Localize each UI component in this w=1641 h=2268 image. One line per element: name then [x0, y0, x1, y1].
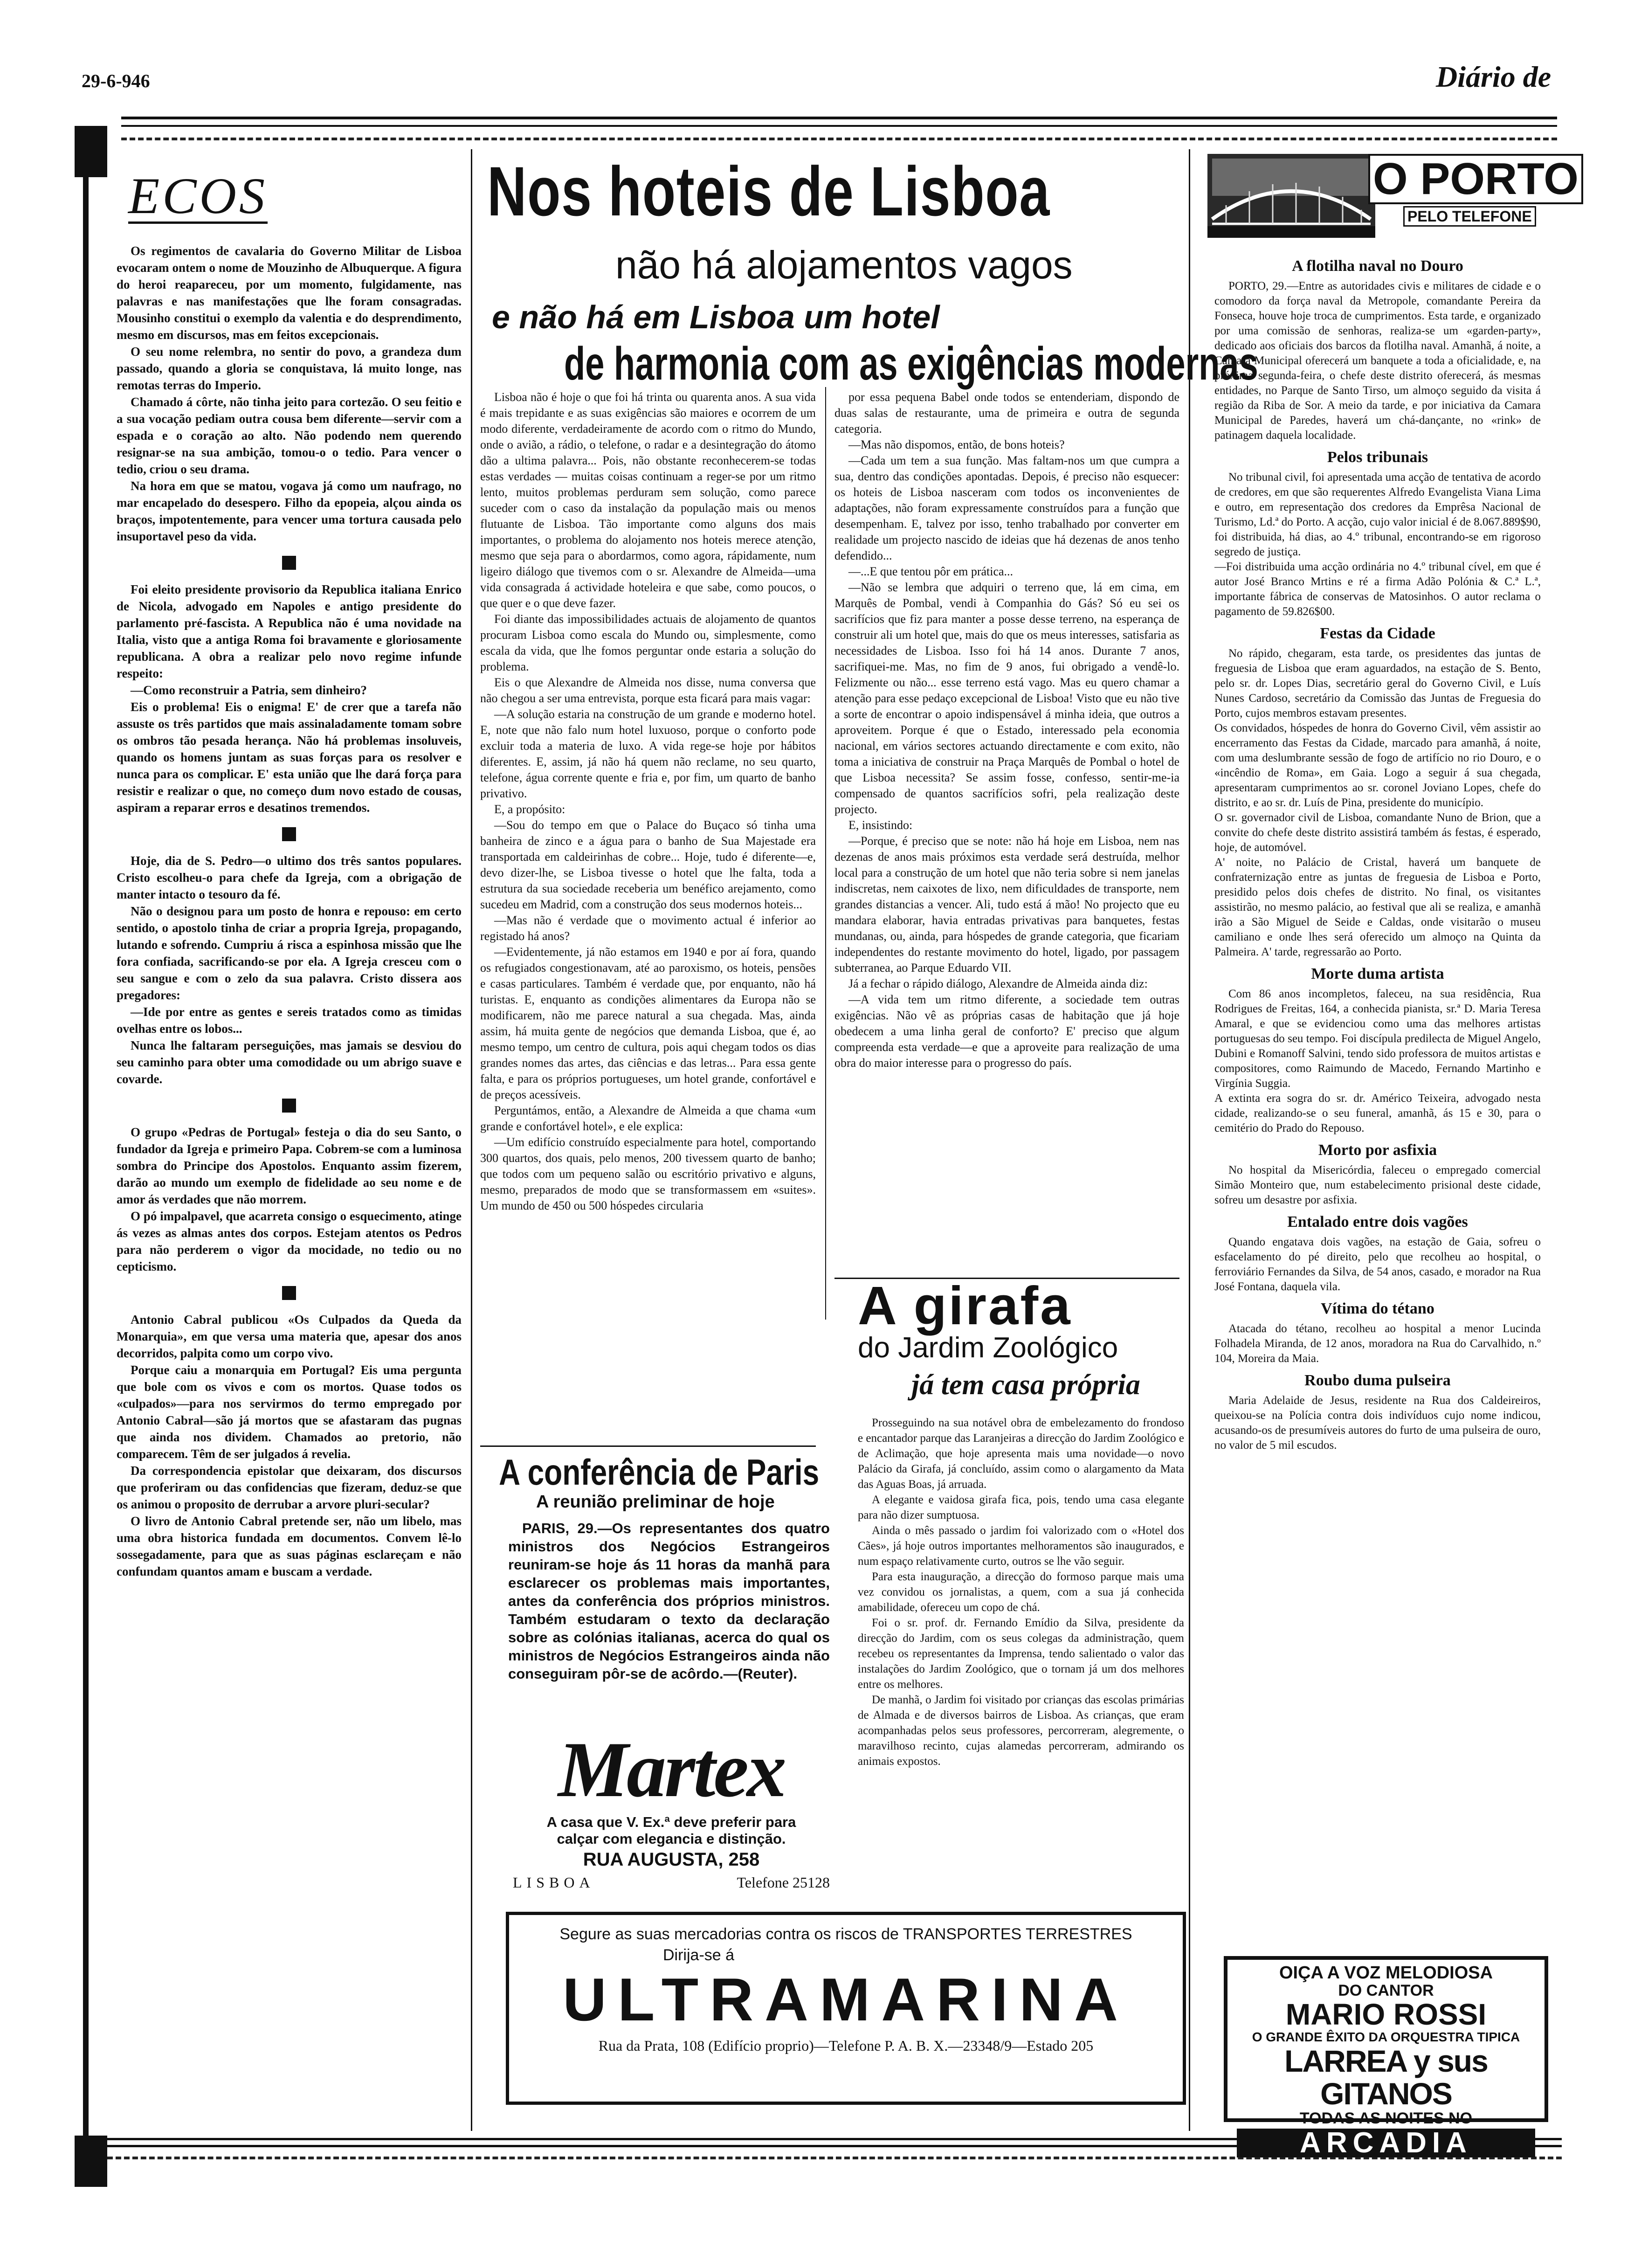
paragraph: —Cada um tem a sua função. Mas faltam-nos um que cumpra a sua, dentro das condições apontadas. Depois, é preciso não esquecer: os hoteis de Lisboa nasceram com todos os inconvenientes de adaptações, não foram expressamente construídos para a função que desempenham. E, talvez por isso, tenho trabalhado por converter em realidade um projecto nascido de ideias que há dezenas de anos tenho defendido...	[834, 454, 1179, 562]
mario-line-2: DO CANTOR	[1338, 1982, 1434, 1999]
paragraph: Não o designou para um posto de honra e repouso: em certo sentido, o apostolo tinha de criar a propria Igreja, propagando, lutando e sofrendo. Cumpriu á risca a espinhosa missão que lhe fora confiada, sacrificando-se por ela. A Igreja cresceu com o seu sangue e com o zelo da sua palavra. Cristo dissera aos pregadores:	[117, 904, 462, 1002]
paragraph: Da correspondencia epistolar que deixaram, dos discursos que proferiram ou das confidencias que fizeram, deduz-se que os animou o proposito de derrubar a arvore pluri-secular?	[117, 1464, 462, 1511]
martex-logo: Martex	[558, 1726, 785, 1813]
paragraph: O grupo «Pedras de Portugal» festeja o dia do seu Santo, o fundador da Igreja e primeiro Papa. Cobrem-se com a luminosa sombra do Principe dos Apostolos. Enquanto assim fizerem, darão ao mundo um exemplo de fidelidade ao seu nome e de amor ás verdades que não morrem.	[117, 1125, 462, 1206]
porto-item-body: Com 86 anos incompletos, faleceu, na sua residência, Rua Rodrigues de Freitas, 164, a conhecida pianista, sr.ª D. Maria Teresa Amaral, e que se evidenciou como uma das melhores artistas portuguesas do seu tempo. Foi discípula predilecta de Miguel Angelo, Dubini e Romanoff Salvini, tendo sido professora de muitos artistas e compositores, como Raimundo de Macedo, Fernando Martinho e Virgínia Suggia. A extinta era sogra do sr. dr. Américo Teixeira, advogado nesta cidade, realizando-se o seu funeral, amanhã, ás 15 e 30, para o cemitério do Prado do Repouso.	[1214, 988, 1541, 1134]
ecos-section-5	[117, 1311, 462, 1580]
paris-subhead: A reunião preliminar de hoje	[536, 1492, 775, 1512]
porto-logo-subtitle: PELO TELEFONE	[1403, 206, 1536, 227]
hoteis-column-1	[480, 389, 816, 1443]
paragraph: —Um edifício construído especialmente para hotel, comportando 300 quartos, dos quais, pelo menos, 200 tivessem quarto de banho; que todos com um pequeno salão ou escritório privativo e alguns, mesmo, preparados de modo que se transformassem em «suites». Um mundo de 450 ou 500 hóspedes circularia	[480, 1135, 816, 1212]
column-separator-2	[1189, 149, 1190, 2131]
paragraph: De manhã, o Jardim foi visitado por crianças das escolas primárias de Almada e de diversos bairros de Lisboa. As crianças, que eram acompanhadas pelos seus professores, percorreram, alegremente, o maravilhoso recinto, cujas alamedas percorreram, admirando os animais expostos.	[858, 1694, 1184, 1768]
mario-name: MARIO ROSSI	[1285, 1998, 1487, 2031]
porto-item-title: A flotilha naval no Douro	[1292, 257, 1463, 275]
porto-item-title: Roubo duma pulseira	[1304, 1372, 1451, 1389]
paragraph: —Evidentemente, já não estamos em 1940 e por aí fora, quando os refugiados congestionavam, até ao paroxismo, os hoteis, pensões e casas particulares. Também é verdade que, por enquanto, não há turistas. E, enquanto as condições alimentares da Europa não se modificarem, não me parece natural a sua chegada. Mas, ainda assim, há muita gente de negócios que demanda Lisboa, que é, ao mesmo tempo, um centro de cultura, pois aqui chegam todos os dias grandes nomes das artes, das ciências e das letras... Para essa gente falta, e para os próprios portugueses, um hotel grande, confortável e de preços acessíveis.	[480, 945, 816, 1101]
paris-headline: A conferência de Paris	[499, 1452, 820, 1493]
paragraph: Perguntámos, então, a Alexandre de Almeida a que chama «um grande e confortável hotel», e ele explica:	[480, 1104, 816, 1133]
mario-line-4: LARREA y sus GITANOS	[1284, 2044, 1488, 2111]
paragraph: O livro de Antonio Cabral pretende ser, não um libelo, mas uma obra historica fundada em documentos. Convem lê-lo sossegadamente, para que as suas páginas esclareçam e não confundam quantos amam e buscam a verdade.	[117, 1514, 462, 1578]
paragraph: E, insistindo:	[848, 818, 913, 832]
paragraph: A elegante e vaidosa girafa fica, pois, tendo uma casa elegante para não dizer sumptuosa.	[858, 1494, 1184, 1521]
paragraph: E, a propósito:	[494, 802, 565, 816]
porto-item-body: No tribunal civil, foi apresentada uma acção de tentativa de acordo de credores, em que são requerentes Alfredo Evangelista Viana Lima e outro, em representação dos credores da Emprêsa Nacional de Turismo, Ld.ª do Porto. A acção, cujo valor inicial é de 8.067.889$90, foi distribuida, há dias, ao 4.º tribunal, encontrando-se em rigoroso segredo de justiça. —Foi distribuida uma acção ordinária no 4.º tribunal cível, em que é autor José Branco Mrtins e ré a firma Adão Polónia & C.ª L.ª, importante fábrica de conservas de Matosinhos. O autor reclama o pagamento de 59.826$00.	[1214, 471, 1541, 618]
martex-phone: Telefone 25128	[737, 1874, 830, 1891]
girafa-deck-2: já tem casa própria	[911, 1369, 1140, 1401]
section-bullet	[282, 827, 296, 841]
mario-rossi-ad	[1224, 1956, 1548, 2159]
ultramarina-ad	[506, 1912, 1186, 2105]
paragraph: Porque caiu a monarquia em Portugal? Eis uma pergunta que bole com os vivos e com os mortos. Quase todos os «culpados»—para nos servirmos do termo empregado por Antonio Cabral—são já mortos que se afastaram das pugnas que ainda nos dividem. Chamados ao pretorio, não comparecem. Têm de ser julgados á revelia.	[117, 1363, 462, 1461]
paragraph: Foi o sr. prof. dr. Fernando Emídio da Silva, presidente da direcção do Jardim, com os seus colegas da administração, quem recebeu os representantes da Imprensa, tendo salientado o valor das instalações do Jardim Zoológico, que o tornam já um dos melhores entre os melhores.	[858, 1617, 1184, 1691]
paragraph: Eis o que Alexandre de Almeida nos disse, numa conversa que não chegou a ser uma entrevista, porque esta ficará para mais vagar:	[480, 676, 816, 705]
ecos-section-2	[117, 581, 462, 816]
hoteis-deck-1: não há alojamentos vagos	[615, 243, 1073, 287]
paris-top-rule	[480, 1445, 816, 1447]
paragraph: Lisboa não é hoje o que foi há trinta ou quarenta anos. A sua vida é mais trepidante e as suas exigências são maiores e ocorrem de um modo diferente, verdadeiramente de acordo com o ritmo do Mundo, onde o avião, a rádio, o telefone, o radar e a desintegração do átomo dão a ultima palavra... Pois, não obstante reconhecerem-se todas estas verdades — muitas coisas continuam a reger-se por um ritmo lento, muitos problemas perduram sem solução, como parece suceder com o caso da instalação da população mais ou menos flutuante de Lisboa. Tão importante como alguns dos mais importantes, o problema do alojamento nos hoteis merece atenção, mesmo que seja para o abordarmos, como agora, rápidamente, num ligeiro diálogo que tivemos com o sr. Alexandre de Almeida—uma vida consagrada á actividade hoteleira e que sabe, como poucos, o que quer e o que deve fazer.	[480, 390, 816, 610]
paragraph: Nunca lhe faltaram perseguições, mas jamais se desviou do seu caminho para obter uma comodidade ou um abrigo suave e covarde.	[117, 1038, 462, 1086]
martex-city: LISBOA	[513, 1874, 595, 1891]
paragraph: Prosseguindo na sua notável obra de embelezamento do frondoso e encantador parque das Laranjeiras a direcção do Jardim Zoológico e de Aclimação, que hoje apresenta mais uma novidade—o novo Palácio da Girafa, já concluído, assim como o alargamento da Mata das Aguas Boas, já arruada.	[858, 1417, 1184, 1491]
paragraph: —Ide por entre as gentes e sereis tratados como as timidas ovelhas entre os lobos...	[117, 1005, 462, 1036]
mario-line-5: TODAS AS NOITES NO	[1299, 2109, 1473, 2127]
mario-line-1: OIÇA A VOZ MELODIOSA	[1279, 1963, 1493, 1983]
ultramarina-address: Rua da Prata, 108 (Edifício proprio)—Telefone P. A. B. X.—23348/9—Estado 205	[598, 2037, 1094, 2054]
girafa-deck-1: do Jardim Zoológico	[858, 1332, 1118, 1364]
porto-item-body: No rápido, chegaram, esta tarde, os presidentes das juntas de freguesia de Lisboa que eram aguardados, na estação de S. Bento, pelo sr. dr. Lopes Dias, secretário geral do Governo Civil, e Luís Nunes Cardoso, secretário da Comissão das Juntas de Freguesia do Porto, cujos membros estavam presentes. Os convidados, hóspedes de honra do Governo Civil, vêm assistir ao encerramento das Festas da Cidade, marcado para amanhã, á noite, com uma deslumbrante sessão de fogo de artifício no rio Douro, e o «incêndio de Roma», em Gaia. Logo a seguir á sua chegada, apresentaram cumprimentos ao sr. coronel Joviano Lopes, chefe do distrito, e ao sr. dr. Luís de Pina, presidente do município. O sr. governador civil de Lisboa, comandante Nuno de Brion, que a convite do chefe deste distrito assistirá também ás festas, é esperado, hoje, de automóvel. A' noite, no Palácio de Cristal, haverá um banquete de confraternização entre as juntas de freguesia de Lisboa e Porto, presidido pelos dois chefes de distrito. No final, os visitantes assistirão, no mesmo palácio, ao festival que ali se realiza, e amanhã irão a São Miguel de Seide e Caldas, onde visitarão o museu camiliano e onde lhes será oferecido um almoço na Quinta da Palmeira. A' tarde, regressarão ao Porto.	[1214, 647, 1541, 958]
ecos-body	[117, 242, 462, 2136]
porto-item-body: PORTO, 29.—Entre as autoridades civis e militares de cidade e o comodoro da força naval da Metropole, comandante Pereira da Fonseca, houve hoje troca de cumprimentos. Esta tarde, e organizado por uma comissão de senhoras, realiza-se um «garden-party», dedicado aos oficiais dos barcos da flotilha naval. Amanhã, á noite, a Camara Municipal oferecerá um banquete a toda a oficialidade, e, na próxima segunda-feira, o chefe deste distrito oferecerá, ás mesmas entidades, no Parque de Santo Tirso, um almoço seguido da visita á região da Riba de Sor. A meio da tarde, e por iniciativa da Camara Municipal de Paredes, haverá um chá-dançante, no «rink» de patinagem daquela localidade.	[1214, 280, 1541, 442]
martex-line-2: calçar com elegancia e distinção.	[557, 1831, 786, 1847]
paris-body	[508, 1519, 830, 1706]
paragraph: Os regimentos de cavalaria do Governo Militar de Lisboa evocaram ontem o nome de Mouzinho de Albuquerque. A figura do heroi reapareceu, por um momento, fulgidamente, nas palavras e nas manifestações que lhe foram consagradas. Mousinho constitui o exemplo da valentia e do desprendimento, mesmo em discursos, mas em feitos excepcionais.	[117, 244, 462, 342]
paragraph: —Sou do tempo em que o Palace do Buçaco só tinha uma banheira de zinco e a água para o banho de Sua Majestade era transportada em caldeirinhas de cobre... Hoje, tudo é diferente—e, devo dizer-lhe, se Lisboa tivesse o hotel que lhe falta, toda a estrutura da sua sociedade receberia um benéfico arejamento, como sucedeu em Madrid, com a construção dos seus modernos hoteis...	[480, 818, 816, 911]
paragraph: O seu nome relembra, no sentir do povo, a grandeza dum passado, quando a gloria se conquistava, lá muito longe, nas remotas terras do Imperio.	[117, 345, 462, 392]
paragraph: —Porque, é preciso que se note: não há hoje em Lisboa, nem nas dezenas de anos mais próximos esta verdade será destruída, melhor local para a construção de um hotel que não teria sobre si nem janelas indiscretas, nem caixotes de lixo, nem dificuldades de transporte, nem grandes distancias a vencer. Ali, tudo está á mão! No projecto que eu mandara elaborar, havia entradas privativas para banquetes, festas mundanas, ou, ainda, para hóspedes de grande categoria, que ficariam independentes do restante movimento do hotel, ligado, por passagem subterranea, ao Parque Eduardo VII.	[834, 834, 1179, 975]
paragraph: por essa pequena Babel onde todos se entenderiam, dispondo de duas salas de restaurante, uma de primeira e outra de segunda categoria.	[834, 390, 1179, 436]
column-separator-3	[825, 387, 826, 1320]
paragraph: —Mas não é verdade que o movimento actual é inferior ao registado há anos?	[480, 913, 816, 943]
paragraph: —Não se lembra que adquiri o terreno que, lá em cima, em Marquês de Pombal, vendi à Companhia do Gás? Só eu sei os sacrifícios que fiz para manter a posse desse terreno, na esperança de construir ali um hotel que, mais do que os meus interesses, satisfaria as necessidades de Lisboa. Isso foi há 14 anos. Durante 7 anos, sacrifiquei-me. Mas, no fim de 9 anos, fui obrigado a vendê-lo. Felizmente ou não... esse terreno está vago. Mas eu quero chamar a atenção para esse pedaço excepcional de Lisboa! Visto que eu não tive a sorte de encontrar o apoio indispensável á minha ideia, que outros a aproveitem. Porque é que o Estado, interessado pela economia nacional, em vários sectores actuando directamente e com exito, não toma a iniciativa de construir na Praça Marquês de Pombal o hotel de que Lisboa necessita? Se assim fosse, confesso, sentir-me-ia compensado de quantos sacrifícios sofri, pela realização deste projecto.	[834, 581, 1179, 816]
porto-item-body: Maria Adelaide de Jesus, residente na Rua dos Caldeireiros, queixou-se na Polícia contra dois indivíduos cujo nome indicou, acusando-os de presumíveis autores do furto de uma pulseira de ouro, no valor de 5 mil escudos.	[1214, 1394, 1541, 1452]
ultramarina-name: ULTRAMARINA	[563, 1965, 1129, 2033]
hoteis-headline: Nos hoteis de Lisboa	[487, 152, 1050, 230]
page-date: 29-6-946	[82, 70, 150, 91]
paragraph: —Como reconstruir a Patria, sem dinheiro?	[131, 683, 367, 697]
paragraph: Hoje, dia de S. Pedro—o ultimo dos três santos populares. Cristo escolheu-o para chefe da Igreja, com a obrigação de manter intacto o tesouro da fé.	[117, 854, 462, 901]
paragraph: Foi eleito presidente provisorio da Republica italiana Enrico de Nicola, advogado em Napoles e antigo presidente do parlamento pré-fascista. A Republica não é uma novidade na Italia, visto que a antiga Roma foi bravamente e gloriosamente republicana. A obra a realizar pelo novo regime infunde respeito:	[117, 582, 462, 680]
paragraph: O pó impalpavel, que acarreta consigo o esquecimento, atinge ás vezes as almas antes dos corpos. Estejam atentos os Pedros para não perderem o vigor da mocidade, no tedio ou no cepticismo.	[117, 1209, 462, 1273]
paragraph: Já a fechar o rápido diálogo, Alexandre de Almeida ainda diz:	[848, 977, 1148, 990]
footer-frame-block	[75, 2136, 107, 2187]
header-rule-2	[121, 125, 1557, 127]
ultramarina-line-1: Segure as suas mercadorias contra os riscos de TRANSPORTES TERRESTRES	[559, 1925, 1132, 1943]
paragraph: Eis o problema! Eis o enigma! E' de crer que a tarefa não assuste os três partidos que mais assinaladamente tomam sobre os ombros tão pesada herança. Não há problemas insoluveis, quando os homens juntam as suas forças para os resolver e nunca para os complicar. E' esta união que lhe dará força para resistir e realizar o que, no começo dum novo estado de cousas, aspiram a reparar erros e desatinos tremendos.	[117, 700, 462, 815]
martex-line-1: A casa que V. Ex.ª deve preferir para	[546, 1814, 796, 1830]
porto-item-title: Entalado entre dois vagões	[1287, 1213, 1468, 1231]
header-dash-rule	[121, 138, 1557, 140]
left-frame-block	[75, 126, 107, 177]
ecos-section-1	[117, 242, 462, 545]
paragraph: —...E que tentou pôr em prática...	[848, 565, 1014, 578]
ecos-section-3	[117, 852, 462, 1087]
paragraph: Na hora em que se matou, vogava já como um naufrago, no mar encapelado do desespero. Filho da epopeia, alçou ainda os braços, impotentemente, para vencer uma tortura causada pelo insuportavel peso da vida.	[117, 479, 462, 543]
paragraph: Ainda o mês passado o jardim foi valorizado com o «Hotel dos Cães», já hoje outros importantes melhoramentos são inaugurados, e num espaço relativamente curto, outros se lhe vão seguir.	[858, 1524, 1184, 1568]
paragraph: Antonio Cabral publicou «Os Culpados da Queda da Monarquia», em que versa uma materia que, apesar dos anos decorridos, palpita como um corpo vivo.	[117, 1313, 462, 1360]
paragraph: PARIS, 29.—Os representantes dos quatro ministros dos Negócios Estrangeiros reuniram-se hoje ás 11 horas da manhã para esclarecer os problemas mais importantes, antes da conferência dos próprios ministros. Também estudaram o texto da declaração sobre as colónias italianas, acerca do qual os ministros de Negócios Estrangeiros ainda não conseguiram pôr-se de acôrdo.—(Reuter).	[508, 1520, 830, 1682]
porto-item-title: Pelos tribunais	[1327, 449, 1428, 466]
ecos-section-4	[117, 1124, 462, 1275]
left-frame-line	[83, 126, 89, 2178]
mario-line-3: O GRANDE ÊXITO DA ORQUESTRA TIPICA	[1252, 2030, 1520, 2044]
masthead: Diário de	[1436, 60, 1551, 93]
paragraph: Foi diante das impossibilidades actuais de alojamento de quantos procuram Lisboa como escala do Mundo ou, simplesmente, como escala da vida, que lhe fomos perguntar onde estaria a solução do problema.	[480, 612, 816, 673]
paragraph: —Mas não dispomos, então, de bons hoteis?	[848, 438, 1065, 451]
ecos-title: ECOS	[128, 167, 268, 224]
porto-logo	[1207, 154, 1579, 238]
hoteis-deck-3: de harmonia com as exigências modernas	[564, 338, 1258, 390]
paragraph: Chamado á côrte, não tinha jeito para cortezão. O seu feitio e a sua vocação pediam outra cousa bem diferente—servir com a espada e o coração ao alto. Não podendo nem querendo resignar-se na sua ambição, tomou-o o tedio. Para vencer o tedio, criou o seu drama.	[117, 395, 462, 476]
porto-logo-title: O PORTO	[1368, 154, 1583, 204]
paragraph: —A vida tem um ritmo diferente, a sociedade tem outras exigências. Não vê as próprias casas de habitação que já hoje obedecem a uma linha geral de conforto? E' preciso que algum compreenda esta verdade—e que a aproveite para realização de uma obra do maior interesse para o progresso do país.	[834, 993, 1179, 1070]
girafa-body	[858, 1415, 1184, 1895]
porto-item-title: Vítima do tétano	[1321, 1300, 1434, 1317]
porto-item-body: Atacada do tétano, recolheu ao hospital a menor Lucinda Folhadela Miranda, de 12 anos, moradora na Rua do Carvalhido, n.º 104, Moreira da Maia.	[1214, 1322, 1541, 1365]
girafa-headline: A girafa	[858, 1275, 1072, 1336]
porto-body	[1214, 252, 1541, 1949]
porto-item-body: Quando engatava dois vagões, na estação de Gaia, sofreu o esfacelamento do pé direito, pelo que recolheu ao hospital, o ferroviário Fernandes da Silva, de 54 anos, casado, e morador na Rua José Fontana, daquela vila.	[1214, 1236, 1541, 1293]
martex-ad	[503, 1725, 839, 1902]
paragraph: —A solução estaria na construção de um grande e moderno hotel. E, note que não falo num hotel luxuoso, porque o conforto pode excluir toda a materia de luxo. A vida rege-se hoje por hábitos diferentes. E, assim, já não há quem não reclame, no seu quarto, telefone, água corrente quente e fria e, por fim, um quarto de banho privativo.	[480, 707, 816, 800]
porto-item-title: Morte duma artista	[1311, 965, 1444, 982]
column-separator-1	[471, 149, 472, 2131]
martex-footer	[503, 1870, 839, 1891]
mario-venue: ARCADIA	[1237, 2129, 1535, 2157]
martex-address: RUA AUGUSTA, 258	[583, 1849, 760, 1870]
paragraph: Para esta inauguração, a direcção do formoso parque mais uma vez convidou os jornalistas, a quem, com a sua já conhecida amabilidade, ofereceu um copo de chá.	[858, 1570, 1184, 1614]
porto-item-body: No hospital da Misericórdia, faleceu o empregado comercial Simão Monteiro que, num estabelecimento prisional deste cidade, sofreu um desastre por asfixia.	[1214, 1164, 1541, 1206]
hoteis-column-2	[834, 389, 1179, 1271]
section-bullet	[282, 1099, 296, 1113]
porto-item-title: Morto por asfixia	[1318, 1141, 1437, 1159]
header-rule	[121, 117, 1557, 119]
ultramarina-line-2: Dirija-se á	[663, 1946, 735, 1964]
porto-bridge-illustration	[1207, 154, 1375, 238]
porto-item-title: Festas da Cidade	[1320, 625, 1435, 642]
section-bullet	[282, 1286, 296, 1300]
section-bullet	[282, 556, 296, 570]
hoteis-deck-2: e não há em Lisboa um hotel	[492, 299, 940, 335]
